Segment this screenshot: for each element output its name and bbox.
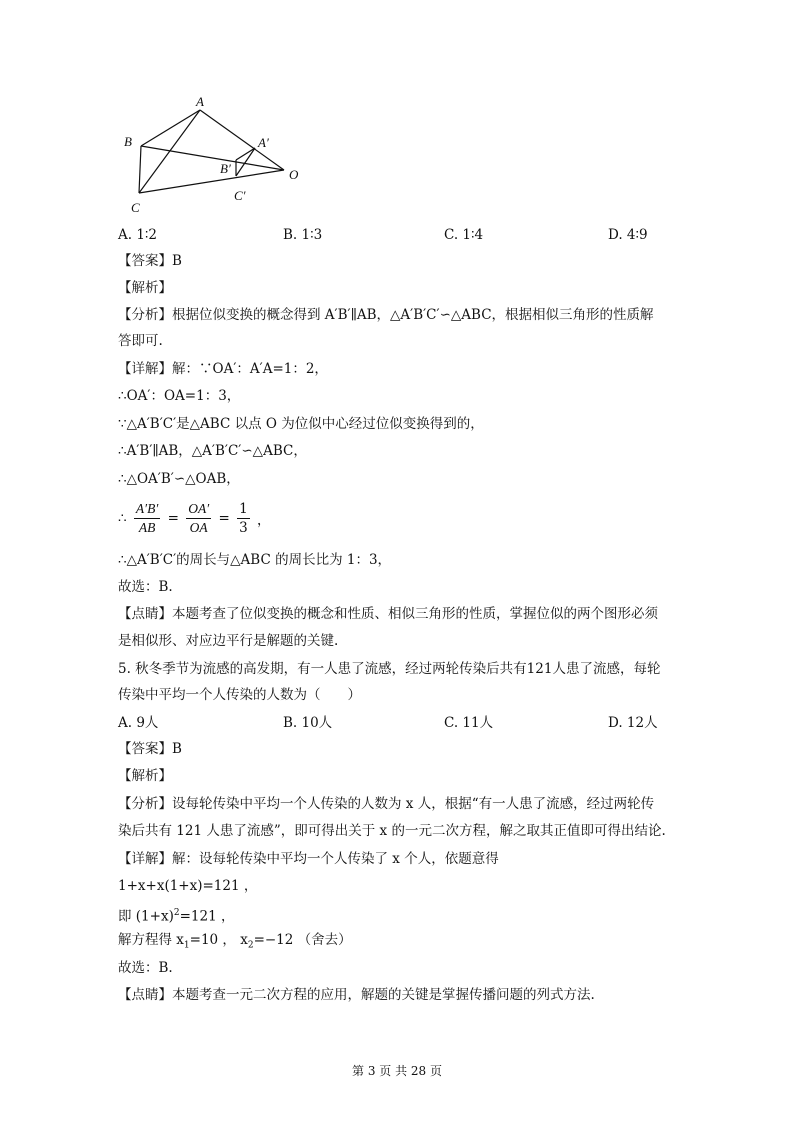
q4-option-a: A. 1∶2: [118, 227, 158, 243]
q4-fenxi-line-1: 【分析】根据位似变换的概念得到 A′B′∥AB，△A′B′C′∽△ABC，根据相似三角形的性质解: [118, 307, 654, 323]
label-c-prime: C′: [234, 188, 246, 203]
fraction-one-third: [237, 500, 250, 537]
solution-x2: =10 ， x: [189, 932, 248, 948]
q4-step-3: ∵△A′B′C′是△ABC 以点 O 为位似中心经过位似变换得到的，: [118, 416, 484, 432]
solution-sub-2: 2: [247, 940, 254, 951]
q4-xiangjie-line-1: 【详解】解：∵OA′：A′A=1：2，: [118, 361, 328, 377]
q5-xiangjie-line-1: 【详解】解：设每轮传染中平均一个人传染了 x 个人，依题意得: [118, 851, 499, 867]
q4-step-2: ∴OA′：OA=1：3，: [118, 388, 241, 404]
label-a: A: [196, 94, 204, 109]
q5-fenxi-line-2: 染后共有 121 人患了流感”，即可得出关于 x 的一元二次方程，解之取其正值即可得出结论.: [118, 823, 666, 839]
label-b-prime: B′: [220, 161, 231, 176]
q5-answer: 【答案】B: [118, 741, 182, 757]
fraction-oa-numerator: OA′: [186, 500, 211, 519]
q4-jiexi: 【解析】: [118, 280, 172, 296]
equation-2-base: 即 (1+x): [118, 908, 174, 925]
q5-stem-line-1: 5. 秋冬季节为流感的高发期，有一人患了流感，经过两轮传染后共有121人患了流感，每轮: [118, 661, 661, 677]
q4-dianjing-line-1: 【点睛】本题考查了位似变换的概念和性质、相似三角形的性质，掌握位似的两个图形必须: [118, 606, 658, 622]
therefore-symbol: ∴: [118, 510, 127, 527]
q5-guxuan: 故选：B.: [118, 960, 173, 976]
q5-equation-1: 1+x+x(1+x)=121 ，: [118, 878, 258, 894]
q4-option-c: C. 1∶4: [444, 227, 484, 243]
q5-option-a: A. 9人: [118, 715, 159, 731]
q4-dianjing-line-2: 是相似形、对应边平行是解题的关键.: [118, 633, 339, 649]
q5-solution: [118, 931, 352, 955]
q4-option-b: B. 1∶3: [283, 227, 323, 243]
geometry-figure: [0, 0, 794, 220]
label-o: O: [289, 167, 299, 182]
solution-sub-1: 1: [183, 940, 190, 951]
q5-option-d: D. 12人: [608, 715, 658, 731]
q4-step-4: ∴A′B′∥AB，△A′B′C′∽△ABC，: [118, 443, 307, 459]
page-footer: 第 3 页 共 28 页: [352, 1064, 442, 1078]
q5-jiexi: 【解析】: [118, 768, 172, 784]
fraction-oa-denominator: OA: [189, 520, 208, 535]
equals-sign-2: =: [218, 510, 230, 527]
q5-dianjing: 【点睛】本题考查一元二次方程的应用，解题的关键是掌握传播问题的列式方法.: [118, 987, 595, 1003]
q5-fenxi-line-1: 【分析】设每轮传染中平均一个人传染的人数为 x 人，根据“有一人患了流感，经过两轮传: [118, 796, 655, 812]
q5-stem-line-2: 传染中平均一个人传染的人数为（ ）: [118, 687, 361, 703]
segment-ba: [141, 110, 200, 146]
solution-x1: 解方程得 x: [118, 932, 184, 948]
fraction-oa: [186, 500, 211, 537]
fraction-ab-denominator: AB: [138, 520, 156, 535]
segment-bc: [139, 146, 141, 193]
q4-fraction-equation: [118, 500, 270, 542]
label-c: C: [131, 200, 140, 215]
equation-2-exponent: 2: [173, 908, 180, 918]
label-b: B: [124, 134, 132, 149]
q5-option-b: B. 10人: [283, 715, 333, 731]
q4-answer: 【答案】B: [118, 253, 182, 269]
step-6-comma: ，: [256, 512, 271, 529]
q4-option-d: D. 4∶9: [608, 227, 648, 243]
segment-ao: [200, 110, 284, 170]
q5-equation-2: [118, 904, 234, 926]
label-a-prime: A′: [258, 135, 269, 150]
q4-step-5: ∴△OA′B′∽△OAB，: [118, 471, 240, 487]
solution-rejected: =−12 （舍去）: [253, 932, 352, 948]
q5-option-c: C. 11人: [444, 715, 494, 731]
equation-2-rhs: =121 ，: [179, 908, 235, 925]
segment-co: [139, 170, 284, 193]
segment-ca: [139, 110, 200, 193]
equals-sign-1: =: [167, 510, 179, 527]
fraction-ab-numerator: A′B′: [134, 500, 160, 519]
fraction-one-third-denominator: 3: [239, 520, 248, 536]
fraction-ab: [134, 500, 160, 537]
q4-fenxi-line-2: 答即可.: [118, 333, 163, 349]
q4-guxuan: 故选：B.: [118, 579, 173, 595]
fraction-one-third-numerator: 1: [239, 501, 248, 517]
segment-b1a1: [236, 148, 255, 160]
q4-step-7: ∴△A′B′C′的周长与△ABC 的周长比为 1：3，: [118, 552, 392, 568]
